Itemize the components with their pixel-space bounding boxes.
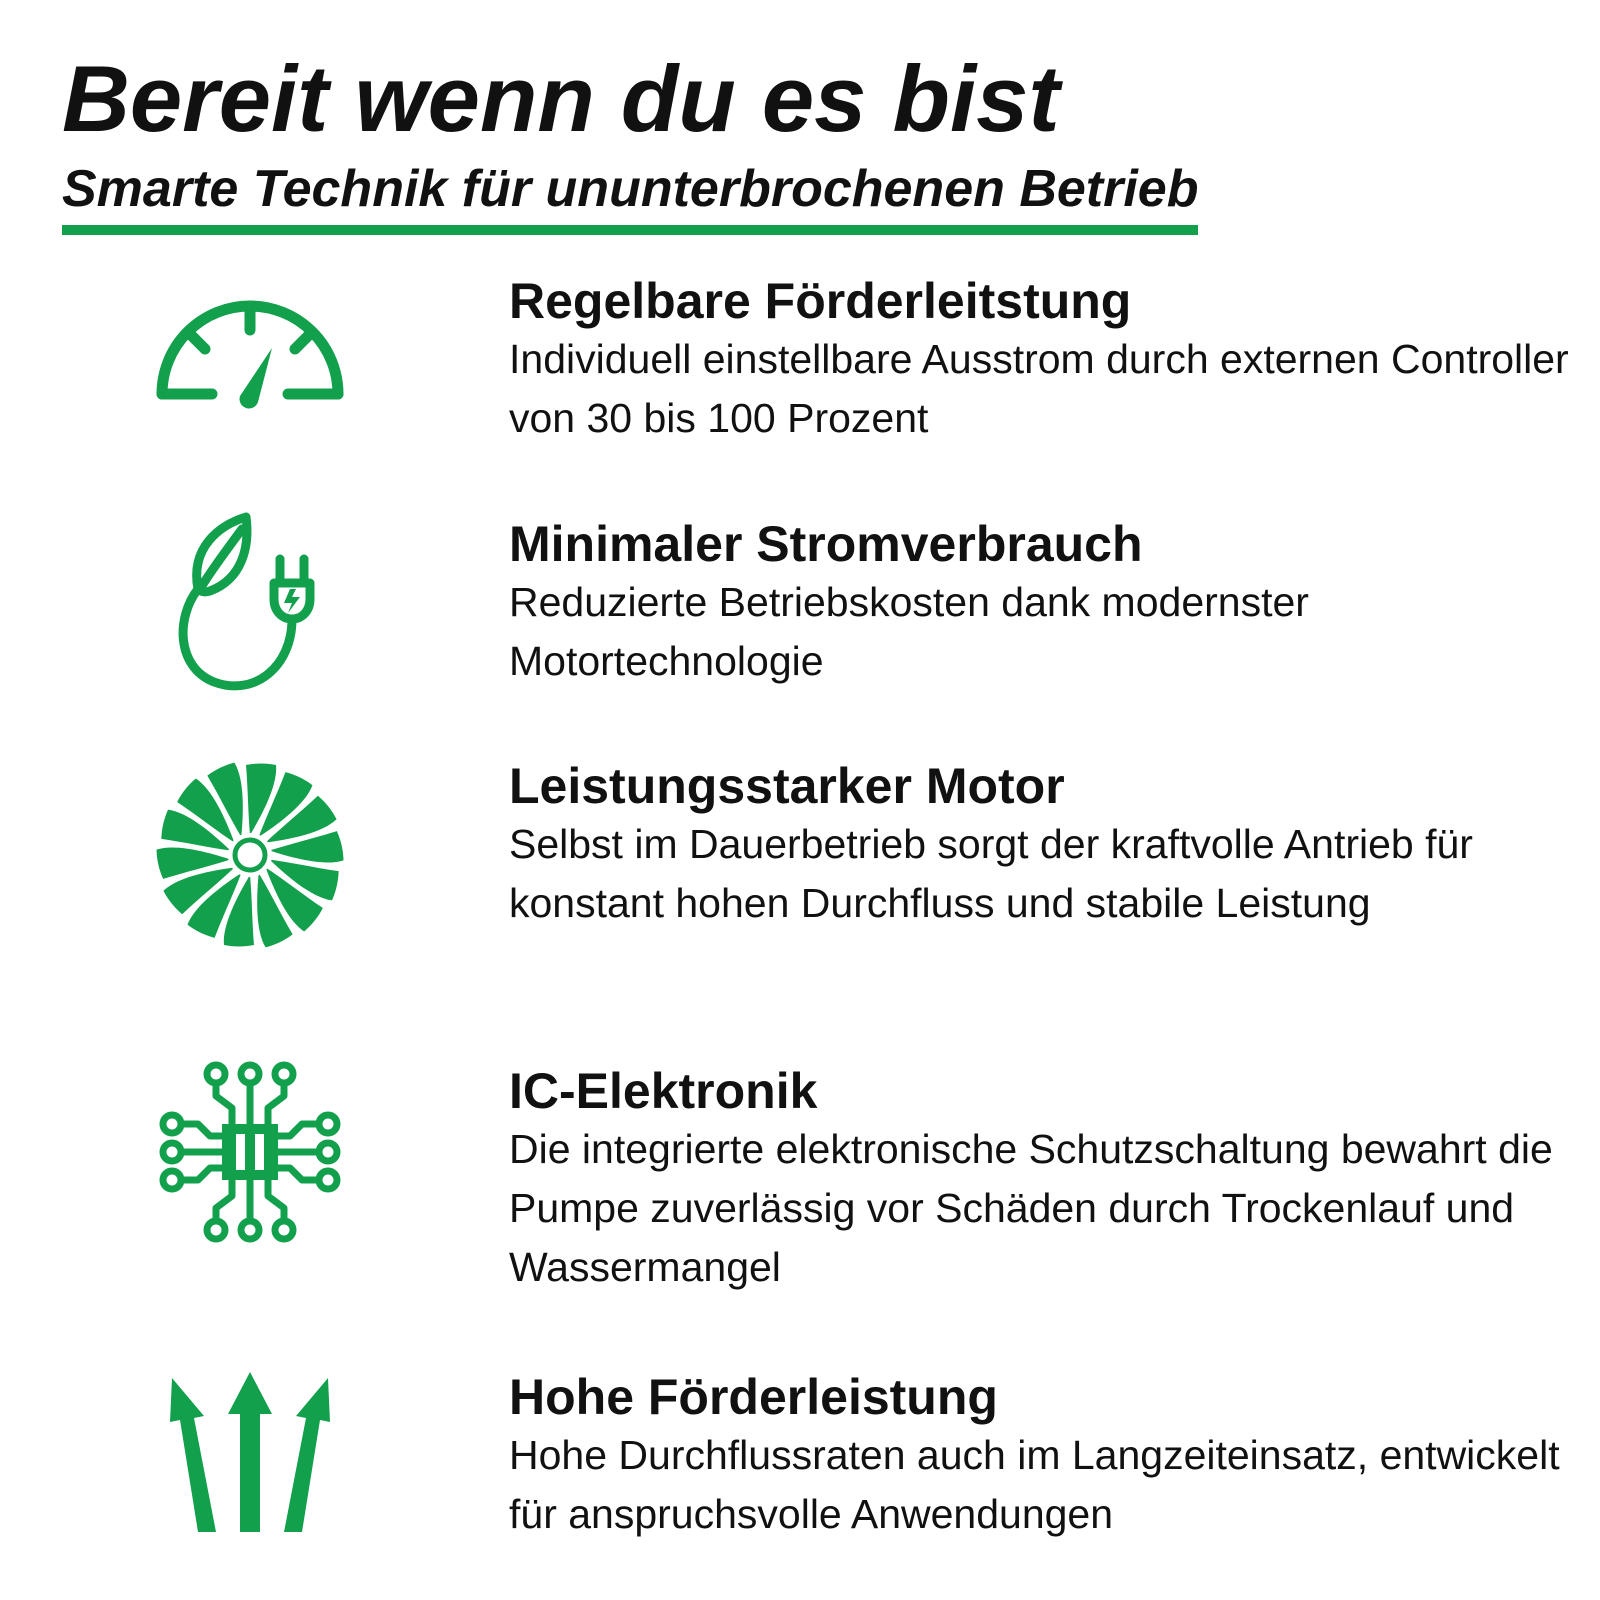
feature-description: Hohe Durchflussraten auch im Langzeiteinsatz, entwickelt für anspruchsvolle Anwendungen xyxy=(509,1432,1560,1537)
feature-title: IC-Elektronik xyxy=(509,1063,818,1119)
feature-description: Individuell einstellbare Ausstrom durch externen Controller von 30 bis 100 Prozent xyxy=(509,336,1569,441)
page-subtitle: Smarte Technik für ununterbrochenen Betrieb xyxy=(62,163,1198,235)
feature-text xyxy=(509,1368,1584,1544)
fan-rotor-icon xyxy=(150,755,350,955)
speedometer-icon xyxy=(150,272,350,472)
feature-description: Die integrierte elektronische Schutzschaltung bewahrt die Pumpe zuverlässig vor Schäden durch Trockenlauf und Wassermangel xyxy=(509,1126,1553,1290)
feature-title: Regelbare Förderleitstung xyxy=(509,273,1132,329)
leaf-plug-icon xyxy=(150,507,350,707)
feature-title: Hohe Förderleistung xyxy=(509,1369,998,1425)
feature-text xyxy=(509,1062,1584,1297)
feature-title: Leistungsstarker Motor xyxy=(509,758,1065,814)
feature-text xyxy=(509,515,1584,691)
feature-description: Selbst im Dauerbetrieb sorgt der kraftvolle Antrieb für konstant hohen Durchfluss und stabile Leistung xyxy=(509,821,1473,926)
feature-text xyxy=(509,272,1584,448)
circuit-chip-icon xyxy=(150,1052,350,1252)
page-title: Bereit wenn du es bist xyxy=(62,46,1060,151)
arrows-up-icon xyxy=(150,1358,350,1558)
feature-title: Minimaler Stromverbrauch xyxy=(509,516,1143,572)
feature-text xyxy=(509,757,1584,933)
feature-description: Reduzierte Betriebskosten dank modernster Motortechnologie xyxy=(509,579,1309,684)
